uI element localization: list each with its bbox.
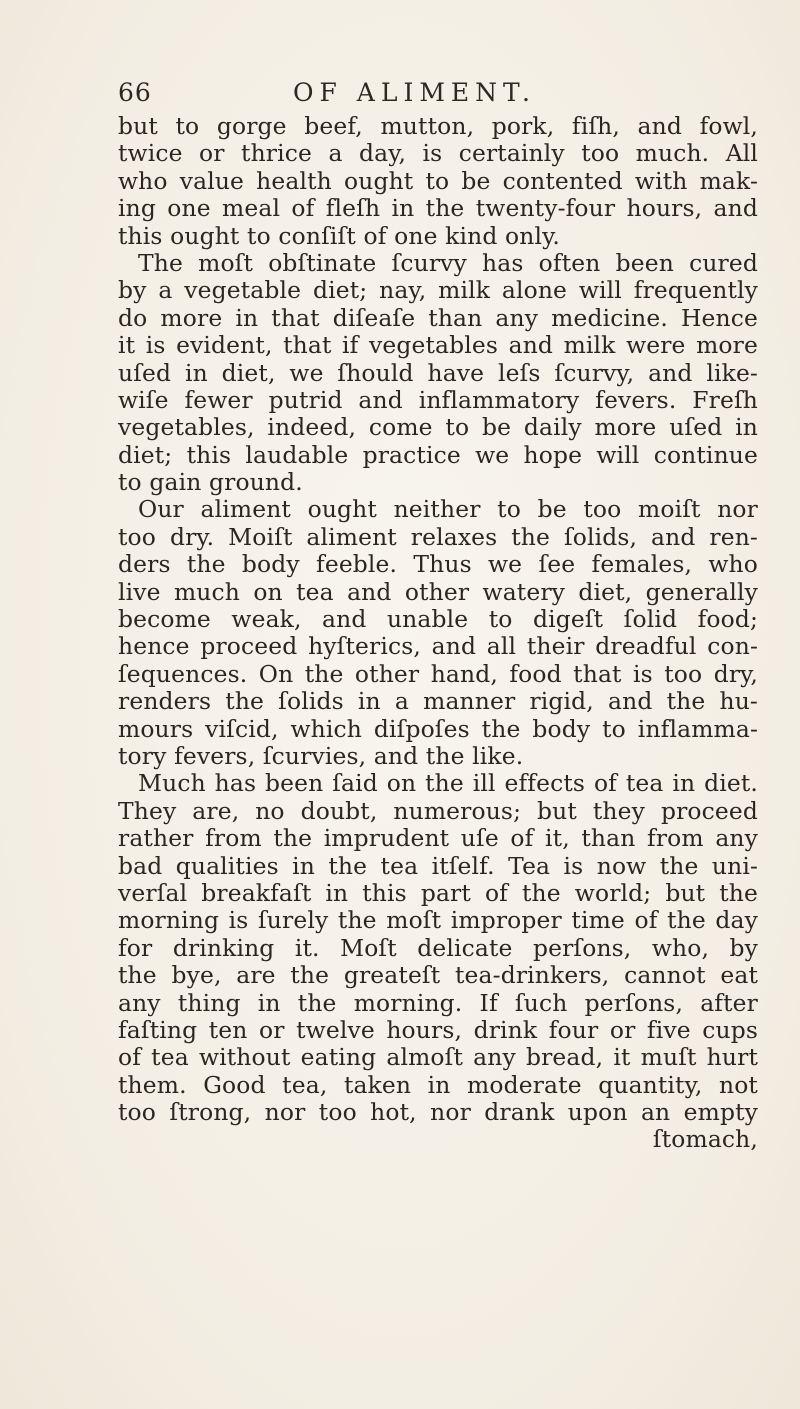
paragraph-start-line: Our aliment ought neither to be too moiſt nor <box>138 495 758 524</box>
text-line: them. Good tea, taken in moderate quantity, not <box>118 1070 758 1099</box>
text-line: become weak, and unable to digeſt ſolid food; <box>118 605 758 634</box>
text-line: renders the ſolids in a manner rigid, and the hu- <box>118 687 758 716</box>
text-line: ing one meal of fleſh in the twenty-four hours, and <box>118 194 758 223</box>
text-line: They are, no doubt, numerous; but they proceed <box>118 796 758 825</box>
text-line: faſting ten or twelve hours, drink four or five cups <box>118 1015 758 1044</box>
text-line: for drinking it. Moſt delicate perſons, who, by <box>118 933 758 962</box>
text-line: twice or thrice a day, is certainly too much. All <box>118 139 758 168</box>
catchword: ſtomach, <box>652 1125 758 1154</box>
running-title: OF ALIMENT. <box>293 78 536 107</box>
text-line: ſequences. On the other hand, food that is too dry, <box>118 659 758 688</box>
text-line: do more in that diſeaſe than any medicine. Hence <box>118 303 758 332</box>
page-number: 66 <box>118 78 152 107</box>
body-text <box>118 113 758 1154</box>
text-line: of tea without eating almoſt any bread, it muſt hurt <box>118 1043 758 1072</box>
text-line: live much on tea and other watery diet, generally <box>118 577 758 606</box>
text-line: who value health ought to be contented with mak- <box>118 166 758 195</box>
text-line: tory fevers, ſcurvies, and the like. <box>118 741 524 770</box>
text-line: too dry. Moiſt aliment relaxes the ſolids, and ren- <box>118 522 758 551</box>
text-line: it is evident, that if vegetables and milk were more <box>118 331 758 360</box>
text-line: rather from the imprudent uſe of it, than from any <box>118 824 758 853</box>
text-line: by a vegetable diet; nay, milk alone will frequently <box>118 276 758 305</box>
text-line: bad qualities in the tea itſelf. Tea is now the uni- <box>118 851 758 880</box>
text-line: mours viſcid, which diſpoſes the body to inflamma- <box>118 714 758 743</box>
text-line: vegetables, indeed, come to be daily more uſed in <box>118 413 758 442</box>
text-line: but to gorge beef, mutton, pork, fiſh, and fowl, <box>118 112 758 140</box>
text-line: this ought to conſiſt of one kind only. <box>118 221 560 250</box>
text-line: ders the body feeble. Thus we ſee females, who <box>118 550 758 579</box>
text-line: to gain ground. <box>118 468 303 497</box>
text-line: verſal breakfaſt in this part of the world; but the <box>118 878 758 907</box>
text-line: hence proceed hyſterics, and all their dreadful con- <box>118 632 758 661</box>
running-head <box>118 78 738 108</box>
text-line: the bye, are the greateſt tea-drinkers, cannot eat <box>118 961 758 990</box>
text-line: any thing in the morning. If ſuch perſons, after <box>118 988 758 1017</box>
text-line: uſed in diet, we ſhould have leſs ſcurvy, and like- <box>118 358 758 387</box>
text-line: diet; this laudable practice we hope will continue <box>118 440 758 469</box>
paragraph-start-line: The moſt obſtinate ſcurvy has often been cured <box>138 248 758 277</box>
text-line: wiſe fewer putrid and inflammatory fevers. Freſh <box>118 385 758 414</box>
text-line: too ſtrong, nor too hot, nor drank upon an empty <box>118 1098 758 1127</box>
text-line: morning is ſurely the moſt improper time of the day <box>118 906 758 935</box>
paragraph-start-line: Much has been ſaid on the ill effects of tea in diet. <box>138 769 758 798</box>
